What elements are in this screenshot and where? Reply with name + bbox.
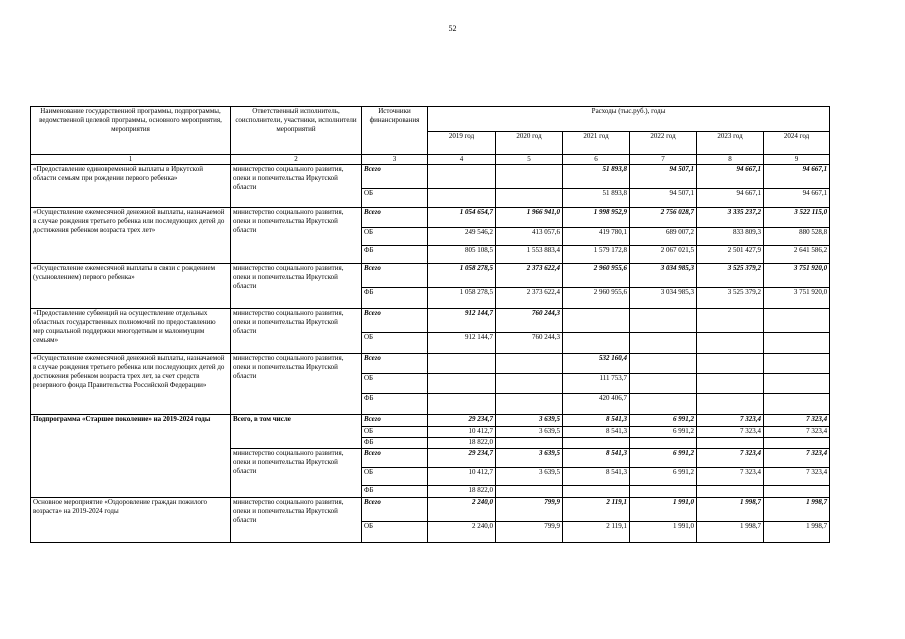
amount-cell: 1 998 952,9 bbox=[563, 208, 630, 228]
amount-cell: 249 546,2 bbox=[428, 228, 496, 246]
amount-cell: 94 507,1 bbox=[630, 165, 697, 189]
amount-cell: 8 541,3 bbox=[563, 427, 630, 438]
amount-cell bbox=[764, 309, 830, 333]
program-name: «Предоставление субвенций на осуществление отдельных областных государственных полномочий по предоставлению мер социальной поддержки многодетным и малоимущим семьям» bbox=[31, 309, 231, 354]
amount-cell: 7 323,4 bbox=[697, 415, 764, 427]
funding-source: ОБ bbox=[362, 189, 428, 208]
budget-table bbox=[30, 106, 830, 543]
amount-cell: 3 639,5 bbox=[496, 449, 563, 468]
amount-cell: 29 234,7 bbox=[428, 415, 496, 427]
funding-source: ОБ bbox=[362, 228, 428, 246]
amount-cell bbox=[697, 394, 764, 415]
amount-cell: 2 240,0 bbox=[428, 522, 496, 543]
amount-cell bbox=[764, 394, 830, 415]
amount-cell bbox=[630, 354, 697, 374]
amount-cell: 6 991,2 bbox=[630, 449, 697, 468]
header-funding-source: Источники финансирования bbox=[362, 107, 428, 155]
table-row bbox=[31, 165, 830, 189]
funding-source: ОБ bbox=[362, 427, 428, 438]
amount-cell: 6 991,2 bbox=[630, 415, 697, 427]
amount-cell: 94 667,1 bbox=[697, 189, 764, 208]
amount-cell: 799,9 bbox=[496, 498, 563, 522]
amount-cell: 1 998,7 bbox=[764, 522, 830, 543]
funding-source: ФБ bbox=[362, 394, 428, 415]
amount-cell: 880 528,8 bbox=[764, 228, 830, 246]
header-expenses: Расходы (тыс.руб.), годы bbox=[428, 107, 830, 132]
funding-source: Всего bbox=[362, 498, 428, 522]
amount-cell bbox=[630, 486, 697, 498]
amount-cell bbox=[630, 309, 697, 333]
amount-cell bbox=[764, 354, 830, 374]
amount-cell: 3 525 379,2 bbox=[697, 288, 764, 309]
amount-cell: 1 991,0 bbox=[630, 498, 697, 522]
header-year: 2020 год bbox=[496, 132, 563, 155]
amount-cell bbox=[697, 374, 764, 394]
funding-source: ФБ bbox=[362, 486, 428, 498]
program-name: «Осуществление ежемесячной денежной выплаты, назначаемой в случае рождения третьего ребенка или последующих детей до достижения ребенком возраста трех лет» bbox=[31, 208, 231, 264]
amount-cell: 2 960 955,6 bbox=[563, 288, 630, 309]
amount-cell: 1 991,0 bbox=[630, 522, 697, 543]
amount-cell: 8 541,3 bbox=[563, 468, 630, 486]
amount-cell: 2 067 021,5 bbox=[630, 246, 697, 264]
amount-cell: 10 412,7 bbox=[428, 468, 496, 486]
amount-cell: 8 541,3 bbox=[563, 415, 630, 427]
executor: министерство социального развития, опеки и попечительства Иркутской области bbox=[231, 449, 362, 498]
amount-cell bbox=[496, 189, 563, 208]
amount-cell: 18 822,0 bbox=[428, 438, 496, 449]
amount-cell bbox=[630, 333, 697, 354]
amount-cell: 2 756 028,7 bbox=[630, 208, 697, 228]
funding-source: Всего bbox=[362, 449, 428, 468]
table-row bbox=[31, 415, 830, 427]
amount-cell bbox=[563, 309, 630, 333]
amount-cell bbox=[697, 486, 764, 498]
amount-cell: 689 007,2 bbox=[630, 228, 697, 246]
amount-cell: 6 991,2 bbox=[630, 468, 697, 486]
amount-cell: 94 507,1 bbox=[630, 189, 697, 208]
amount-cell: 1 058 278,5 bbox=[428, 288, 496, 309]
amount-cell: 1 553 883,4 bbox=[496, 246, 563, 264]
amount-cell: 2 641 586,2 bbox=[764, 246, 830, 264]
amount-cell bbox=[630, 374, 697, 394]
executor: министерство социального развития, опеки и попечительства Иркутской области bbox=[231, 264, 362, 309]
funding-source: ОБ bbox=[362, 374, 428, 394]
amount-cell: 7 323,4 bbox=[764, 449, 830, 468]
amount-cell: 2 373 622,4 bbox=[496, 288, 563, 309]
amount-cell: 2 373 622,4 bbox=[496, 264, 563, 288]
funding-source: ФБ bbox=[362, 246, 428, 264]
program-name: «Предоставление единовременной выплаты в Иркутской области семьям при рождении первого ребенка» bbox=[31, 165, 231, 208]
amount-cell bbox=[428, 394, 496, 415]
amount-cell bbox=[496, 438, 563, 449]
funding-source: Всего bbox=[362, 208, 428, 228]
amount-cell bbox=[697, 354, 764, 374]
amount-cell: 1 966 941,0 bbox=[496, 208, 563, 228]
funding-source: Всего bbox=[362, 264, 428, 288]
program-name: Подпрограмма «Старшее поколение» на 2019-2024 годы bbox=[31, 415, 231, 498]
amount-cell bbox=[428, 189, 496, 208]
amount-cell bbox=[496, 165, 563, 189]
header-year: 2023 год bbox=[697, 132, 764, 155]
amount-cell: 1 579 172,8 bbox=[563, 246, 630, 264]
amount-cell: 912 144,7 bbox=[428, 309, 496, 333]
amount-cell: 799,9 bbox=[496, 522, 563, 543]
executor: министерство социального развития, опеки и попечительства Иркутской области bbox=[231, 309, 362, 354]
header-year: 2019 год bbox=[428, 132, 496, 155]
amount-cell: 6 991,2 bbox=[630, 427, 697, 438]
amount-cell: 7 323,4 bbox=[764, 415, 830, 427]
funding-source: Всего bbox=[362, 415, 428, 427]
amount-cell bbox=[764, 486, 830, 498]
amount-cell: 94 667,1 bbox=[697, 165, 764, 189]
amount-cell: 3 034 985,3 bbox=[630, 264, 697, 288]
amount-cell: 7 323,4 bbox=[764, 468, 830, 486]
amount-cell: 2 960 955,6 bbox=[563, 264, 630, 288]
amount-cell: 3 335 237,2 bbox=[697, 208, 764, 228]
funding-source: Всего bbox=[362, 354, 428, 374]
executor: министерство социального развития, опеки и попечительства Иркутской области bbox=[231, 498, 362, 543]
amount-cell: 3 034 985,3 bbox=[630, 288, 697, 309]
amount-cell bbox=[496, 394, 563, 415]
amount-cell bbox=[428, 354, 496, 374]
column-number: 7 bbox=[630, 155, 697, 165]
amount-cell bbox=[563, 486, 630, 498]
amount-cell: 94 667,1 bbox=[764, 189, 830, 208]
column-number: 9 bbox=[764, 155, 830, 165]
amount-cell: 420 406,7 bbox=[563, 394, 630, 415]
amount-cell bbox=[764, 438, 830, 449]
amount-cell: 29 234,7 bbox=[428, 449, 496, 468]
amount-cell bbox=[428, 374, 496, 394]
header-executor: Ответственный исполнитель, соисполнители, участники, исполнители мероприятий bbox=[231, 107, 362, 155]
amount-cell bbox=[764, 333, 830, 354]
amount-cell bbox=[630, 394, 697, 415]
amount-cell: 413 057,6 bbox=[496, 228, 563, 246]
amount-cell: 2 501 427,9 bbox=[697, 246, 764, 264]
amount-cell: 760 244,3 bbox=[496, 333, 563, 354]
amount-cell: 833 809,3 bbox=[697, 228, 764, 246]
amount-cell: 419 780,1 bbox=[563, 228, 630, 246]
table-row bbox=[31, 208, 830, 228]
funding-source: ОБ bbox=[362, 333, 428, 354]
program-name: «Осуществление ежемесячной выплаты в связи с рождением (усыновлением) первого ребенка» bbox=[31, 264, 231, 309]
amount-cell bbox=[697, 333, 764, 354]
amount-cell: 3 751 920,0 bbox=[764, 288, 830, 309]
amount-cell: 94 667,1 bbox=[764, 165, 830, 189]
amount-cell: 1 058 278,5 bbox=[428, 264, 496, 288]
table-row bbox=[31, 354, 830, 374]
column-number: 1 bbox=[31, 155, 231, 165]
amount-cell: 1 998,7 bbox=[764, 498, 830, 522]
table-row bbox=[31, 498, 830, 522]
amount-cell bbox=[496, 374, 563, 394]
amount-cell bbox=[496, 486, 563, 498]
column-number: 2 bbox=[231, 155, 362, 165]
amount-cell bbox=[563, 333, 630, 354]
funding-source: Всего bbox=[362, 309, 428, 333]
column-number: 5 bbox=[496, 155, 563, 165]
amount-cell: 51 893,8 bbox=[563, 189, 630, 208]
amount-cell bbox=[496, 354, 563, 374]
column-number: 4 bbox=[428, 155, 496, 165]
amount-cell: 3 639,5 bbox=[496, 427, 563, 438]
amount-cell: 7 323,4 bbox=[697, 468, 764, 486]
amount-cell: 3 751 920,0 bbox=[764, 264, 830, 288]
amount-cell: 7 323,4 bbox=[764, 427, 830, 438]
executor: министерство социального развития, опеки и попечительства Иркутской области bbox=[231, 354, 362, 415]
executor: министерство социального развития, опеки и попечительства Иркутской области bbox=[231, 165, 362, 208]
amount-cell: 3 639,5 bbox=[496, 415, 563, 427]
amount-cell bbox=[697, 438, 764, 449]
amount-cell: 532 160,4 bbox=[563, 354, 630, 374]
table-row bbox=[31, 264, 830, 288]
executor: Всего, в том числе bbox=[231, 415, 362, 449]
program-name: «Осуществление ежемесячной денежной выплаты, назначаемой в случае рождения третьего ребенка или последующих детей до достижения ребенком возраста трех лет, за счет средств резервного фонда Правительства Российской Федерации» bbox=[31, 354, 231, 415]
amount-cell: 1 998,7 bbox=[697, 498, 764, 522]
amount-cell: 3 639,5 bbox=[496, 468, 563, 486]
page-number: 52 bbox=[448, 24, 457, 33]
column-number: 8 bbox=[697, 155, 764, 165]
amount-cell: 18 822,0 bbox=[428, 486, 496, 498]
column-number: 3 bbox=[362, 155, 428, 165]
amount-cell: 8 541,3 bbox=[563, 449, 630, 468]
amount-cell: 2 119,1 bbox=[563, 498, 630, 522]
amount-cell: 2 240,0 bbox=[428, 498, 496, 522]
amount-cell: 760 244,3 bbox=[496, 309, 563, 333]
funding-source: Всего bbox=[362, 165, 428, 189]
amount-cell bbox=[630, 438, 697, 449]
executor: министерство социального развития, опеки и попечительства Иркутской области bbox=[231, 208, 362, 264]
amount-cell: 51 893,8 bbox=[563, 165, 630, 189]
amount-cell: 1 054 654,7 bbox=[428, 208, 496, 228]
amount-cell: 805 108,5 bbox=[428, 246, 496, 264]
funding-source: ОБ bbox=[362, 522, 428, 543]
amount-cell bbox=[428, 165, 496, 189]
amount-cell: 912 144,7 bbox=[428, 333, 496, 354]
amount-cell: 7 323,4 bbox=[697, 449, 764, 468]
amount-cell bbox=[563, 438, 630, 449]
amount-cell bbox=[764, 374, 830, 394]
header-year: 2024 год bbox=[764, 132, 830, 155]
amount-cell: 111 753,7 bbox=[563, 374, 630, 394]
column-number: 6 bbox=[563, 155, 630, 165]
funding-source: ФБ bbox=[362, 288, 428, 309]
amount-cell: 10 412,7 bbox=[428, 427, 496, 438]
header-year: 2021 год bbox=[563, 132, 630, 155]
header-year: 2022 год bbox=[630, 132, 697, 155]
amount-cell: 2 119,1 bbox=[563, 522, 630, 543]
amount-cell bbox=[697, 309, 764, 333]
amount-cell: 3 525 379,2 bbox=[697, 264, 764, 288]
amount-cell: 1 998,7 bbox=[697, 522, 764, 543]
header-program-name: Наименование государственной программы, подпрограммы, ведомственной целевой программы, основного мероприятия, мероприятия bbox=[31, 107, 231, 155]
table-row bbox=[31, 309, 830, 333]
program-name: Основное мероприятие «Оздоровление граждан пожилого возраста» на 2019-2024 годы bbox=[31, 498, 231, 543]
amount-cell: 3 522 115,0 bbox=[764, 208, 830, 228]
funding-source: ФБ bbox=[362, 438, 428, 449]
funding-source: ОБ bbox=[362, 468, 428, 486]
amount-cell: 7 323,4 bbox=[697, 427, 764, 438]
